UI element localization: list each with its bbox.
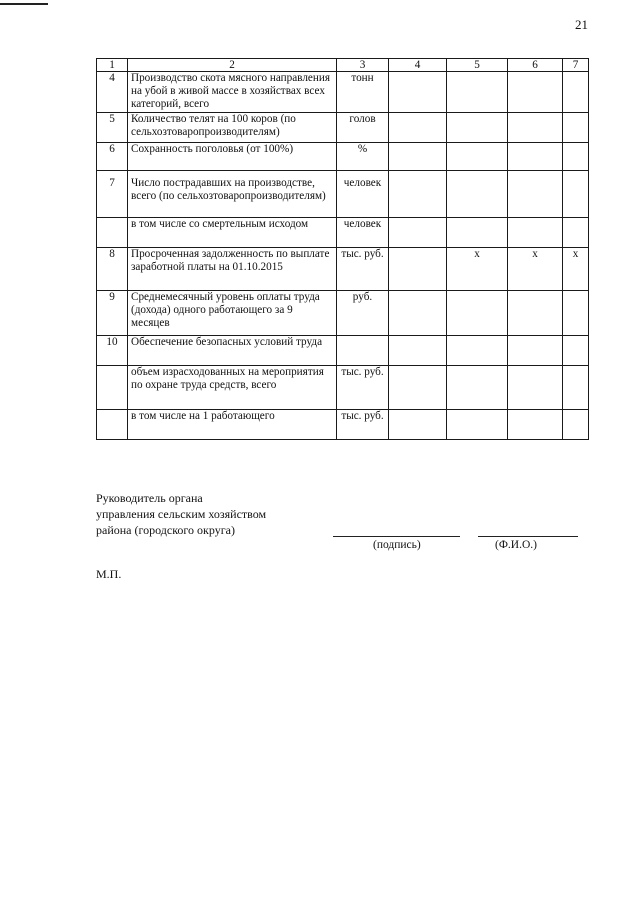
value-cell-7 <box>563 142 589 170</box>
unit-cell: % <box>337 142 389 170</box>
indicator-name: в том числе со смертельным исходом <box>128 217 337 247</box>
table-row <box>97 409 589 439</box>
signature-caption: (подпись) <box>373 539 421 551</box>
value-cell-5 <box>447 365 508 409</box>
signature-title-line-2: управления сельским хозяйством <box>96 507 267 521</box>
unit-cell: тыс. руб. <box>337 409 389 439</box>
unit-cell: человек <box>337 170 389 217</box>
indicator-name: Сохранность поголовья (от 100%) <box>128 142 337 170</box>
value-cell-4 <box>389 290 447 335</box>
indicator-name: Количество телят на 100 коров (по сельхозтоваропроизводителям) <box>128 112 337 142</box>
row-number: 4 <box>97 72 128 113</box>
name-caption: (Ф.И.О.) <box>495 539 537 551</box>
scan-edge-mark <box>0 3 48 5</box>
value-cell-5: х <box>447 247 508 290</box>
indicator-name: Обеспечение безопасных условий труда <box>128 335 337 365</box>
value-cell-4 <box>389 142 447 170</box>
row-number <box>97 365 128 409</box>
value-cell-6 <box>508 335 563 365</box>
value-cell-7: х <box>563 247 589 290</box>
value-cell-4 <box>389 170 447 217</box>
signature-title-line-1: Руководитель органа <box>96 491 203 505</box>
row-number: 10 <box>97 335 128 365</box>
row-number: 9 <box>97 290 128 335</box>
page-number: 21 <box>575 17 588 32</box>
value-cell-7 <box>563 112 589 142</box>
value-cell-6 <box>508 365 563 409</box>
table-row <box>97 170 589 217</box>
signature-block <box>96 490 266 538</box>
table-row <box>97 247 589 290</box>
row-number: 7 <box>97 170 128 217</box>
unit-cell: тыс. руб. <box>337 365 389 409</box>
header-cell-7: 7 <box>563 59 589 72</box>
table-row <box>97 365 589 409</box>
signature-line <box>333 536 460 537</box>
header-cell-5: 5 <box>447 59 508 72</box>
value-cell-4 <box>389 112 447 142</box>
header-cell-2: 2 <box>128 59 337 72</box>
unit-cell: руб. <box>337 290 389 335</box>
value-cell-5 <box>447 409 508 439</box>
value-cell-4 <box>389 365 447 409</box>
indicator-name: Просроченная задолженность по выплате заработной платы на 01.10.2015 <box>128 247 337 290</box>
indicator-name: Число пострадавших на производстве, всего (по сельхозтоваропроизводителям) <box>128 170 337 217</box>
value-cell-7 <box>563 290 589 335</box>
indicators-table <box>96 58 589 440</box>
value-cell-4 <box>389 335 447 365</box>
header-cell-4: 4 <box>389 59 447 72</box>
value-cell-6 <box>508 217 563 247</box>
value-cell-7 <box>563 335 589 365</box>
indicator-name: в том числе на 1 работающего <box>128 409 337 439</box>
row-number <box>97 217 128 247</box>
value-cell-4 <box>389 217 447 247</box>
table-row <box>97 112 589 142</box>
unit-cell: тонн <box>337 72 389 113</box>
value-cell-5 <box>447 290 508 335</box>
table-row <box>97 335 589 365</box>
table-row <box>97 72 589 113</box>
unit-cell: тыс. руб. <box>337 247 389 290</box>
value-cell-5 <box>447 335 508 365</box>
row-number: 8 <box>97 247 128 290</box>
row-number: 6 <box>97 142 128 170</box>
value-cell-6 <box>508 170 563 217</box>
header-cell-6: 6 <box>508 59 563 72</box>
value-cell-4 <box>389 72 447 113</box>
value-cell-6 <box>508 142 563 170</box>
table-row <box>97 290 589 335</box>
table-row <box>97 217 589 247</box>
row-number <box>97 409 128 439</box>
header-cell-1: 1 <box>97 59 128 72</box>
value-cell-7 <box>563 217 589 247</box>
value-cell-7 <box>563 170 589 217</box>
stamp-place-label: М.П. <box>96 567 122 581</box>
value-cell-5 <box>447 112 508 142</box>
value-cell-5 <box>447 170 508 217</box>
indicator-name: объем израсходованных на мероприятия по охране труда средств, всего <box>128 365 337 409</box>
indicator-name: Среднемесячный уровень оплаты труда (дохода) одного работающего за 9 месяцев <box>128 290 337 335</box>
row-number: 5 <box>97 112 128 142</box>
value-cell-4 <box>389 247 447 290</box>
name-line <box>478 536 578 537</box>
value-cell-7 <box>563 409 589 439</box>
value-cell-5 <box>447 72 508 113</box>
header-cell-3: 3 <box>337 59 389 72</box>
unit-cell: голов <box>337 112 389 142</box>
value-cell-7 <box>563 365 589 409</box>
value-cell-6 <box>508 409 563 439</box>
value-cell-7 <box>563 72 589 113</box>
value-cell-4 <box>389 409 447 439</box>
signature-title-line-3: района (городского округа) <box>96 523 235 537</box>
value-cell-6: х <box>508 247 563 290</box>
indicator-name: Производство скота мясного направления на убой в живой массе в хозяйствах всех категорий, всего <box>128 72 337 113</box>
table-header-row <box>97 59 589 72</box>
value-cell-5 <box>447 217 508 247</box>
value-cell-6 <box>508 112 563 142</box>
value-cell-6 <box>508 72 563 113</box>
table-row <box>97 142 589 170</box>
value-cell-5 <box>447 142 508 170</box>
unit-cell <box>337 335 389 365</box>
unit-cell: человек <box>337 217 389 247</box>
value-cell-6 <box>508 290 563 335</box>
